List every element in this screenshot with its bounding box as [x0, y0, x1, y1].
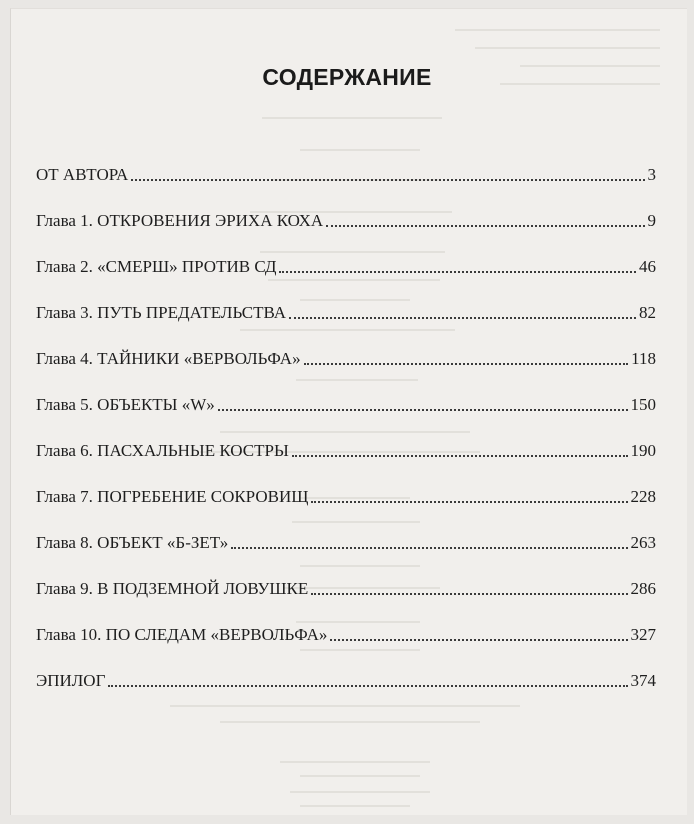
toc-entry-label: Глава 8. ОБЪЕКТ «Б-ЗЕТ»: [36, 533, 229, 552]
toc-entry: [36, 666, 656, 692]
toc-entry-label: ЭПИЛОГ: [36, 671, 106, 690]
toc-entry: [36, 298, 656, 324]
toc-entry: [36, 390, 656, 416]
toc-entry: [36, 574, 656, 600]
toc-entry: [36, 436, 656, 462]
toc-entry-page: 46: [639, 257, 656, 276]
toc-leader-dots: [311, 501, 627, 503]
toc-entry-page: 374: [630, 671, 656, 690]
toc-entry: [36, 482, 656, 508]
toc-entry-label: Глава 4. ТАЙНИКИ «ВЕРВОЛЬФА»: [36, 349, 301, 368]
toc-entry-label: Глава 6. ПАСХАЛЬНЫЕ КОСТРЫ: [36, 441, 289, 460]
toc-entry-label: Глава 5. ОБЪЕКТЫ «W»: [36, 395, 215, 414]
toc-entry-page: 118: [631, 349, 656, 368]
toc-entry-label: Глава 9. В ПОДЗЕМНОЙ ЛОВУШКЕ: [36, 579, 309, 598]
toc-entry-label: Глава 7. ПОГРЕБЕНИЕ СОКРОВИЩ: [36, 487, 309, 506]
toc-leader-dots: [231, 547, 627, 549]
toc-leader-dots: [289, 317, 636, 319]
toc-leader-dots: [279, 271, 636, 273]
toc-entry-page: 9: [647, 211, 656, 230]
toc-entry-page: 327: [630, 625, 656, 644]
toc-entry-page: 263: [630, 533, 656, 552]
toc-entry-page: 286: [630, 579, 656, 598]
toc-entry-page: 190: [630, 441, 656, 460]
toc-leader-dots: [311, 593, 627, 595]
toc-entry: [36, 528, 656, 554]
toc-leader-dots: [326, 225, 644, 227]
toc-entry: [36, 620, 656, 646]
toc-entry: [36, 206, 656, 232]
toc-entry: [36, 344, 656, 370]
toc-leader-dots: [304, 363, 629, 365]
toc-entry-page: 82: [639, 303, 656, 322]
toc-entry-page: 150: [630, 395, 656, 414]
toc-entry-label: Глава 10. ПО СЛЕДАМ «ВЕРВОЛЬФА»: [36, 625, 328, 644]
toc-leader-dots: [218, 409, 628, 411]
toc-leader-dots: [108, 685, 627, 687]
toc-entry-page: 3: [647, 165, 656, 184]
toc-entry-label: Глава 2. «СМЕРШ» ПРОТИВ СД: [36, 257, 277, 276]
toc-leader-dots: [330, 639, 627, 641]
toc-entry-label: ОТ АВТОРА: [36, 165, 129, 184]
toc-entry: [36, 252, 656, 278]
toc-entry-page: 228: [630, 487, 656, 506]
toc-leader-dots: [292, 455, 628, 457]
toc-leader-dots: [131, 179, 644, 181]
toc-entry: [36, 160, 656, 186]
toc-entry-label: Глава 3. ПУТЬ ПРЕДАТЕЛЬСТВА: [36, 303, 287, 322]
toc-entry-label: Глава 1. ОТКРОВЕНИЯ ЭРИХА КОХА: [36, 211, 324, 230]
page-title: СОДЕРЖАНИЕ: [262, 64, 432, 90]
